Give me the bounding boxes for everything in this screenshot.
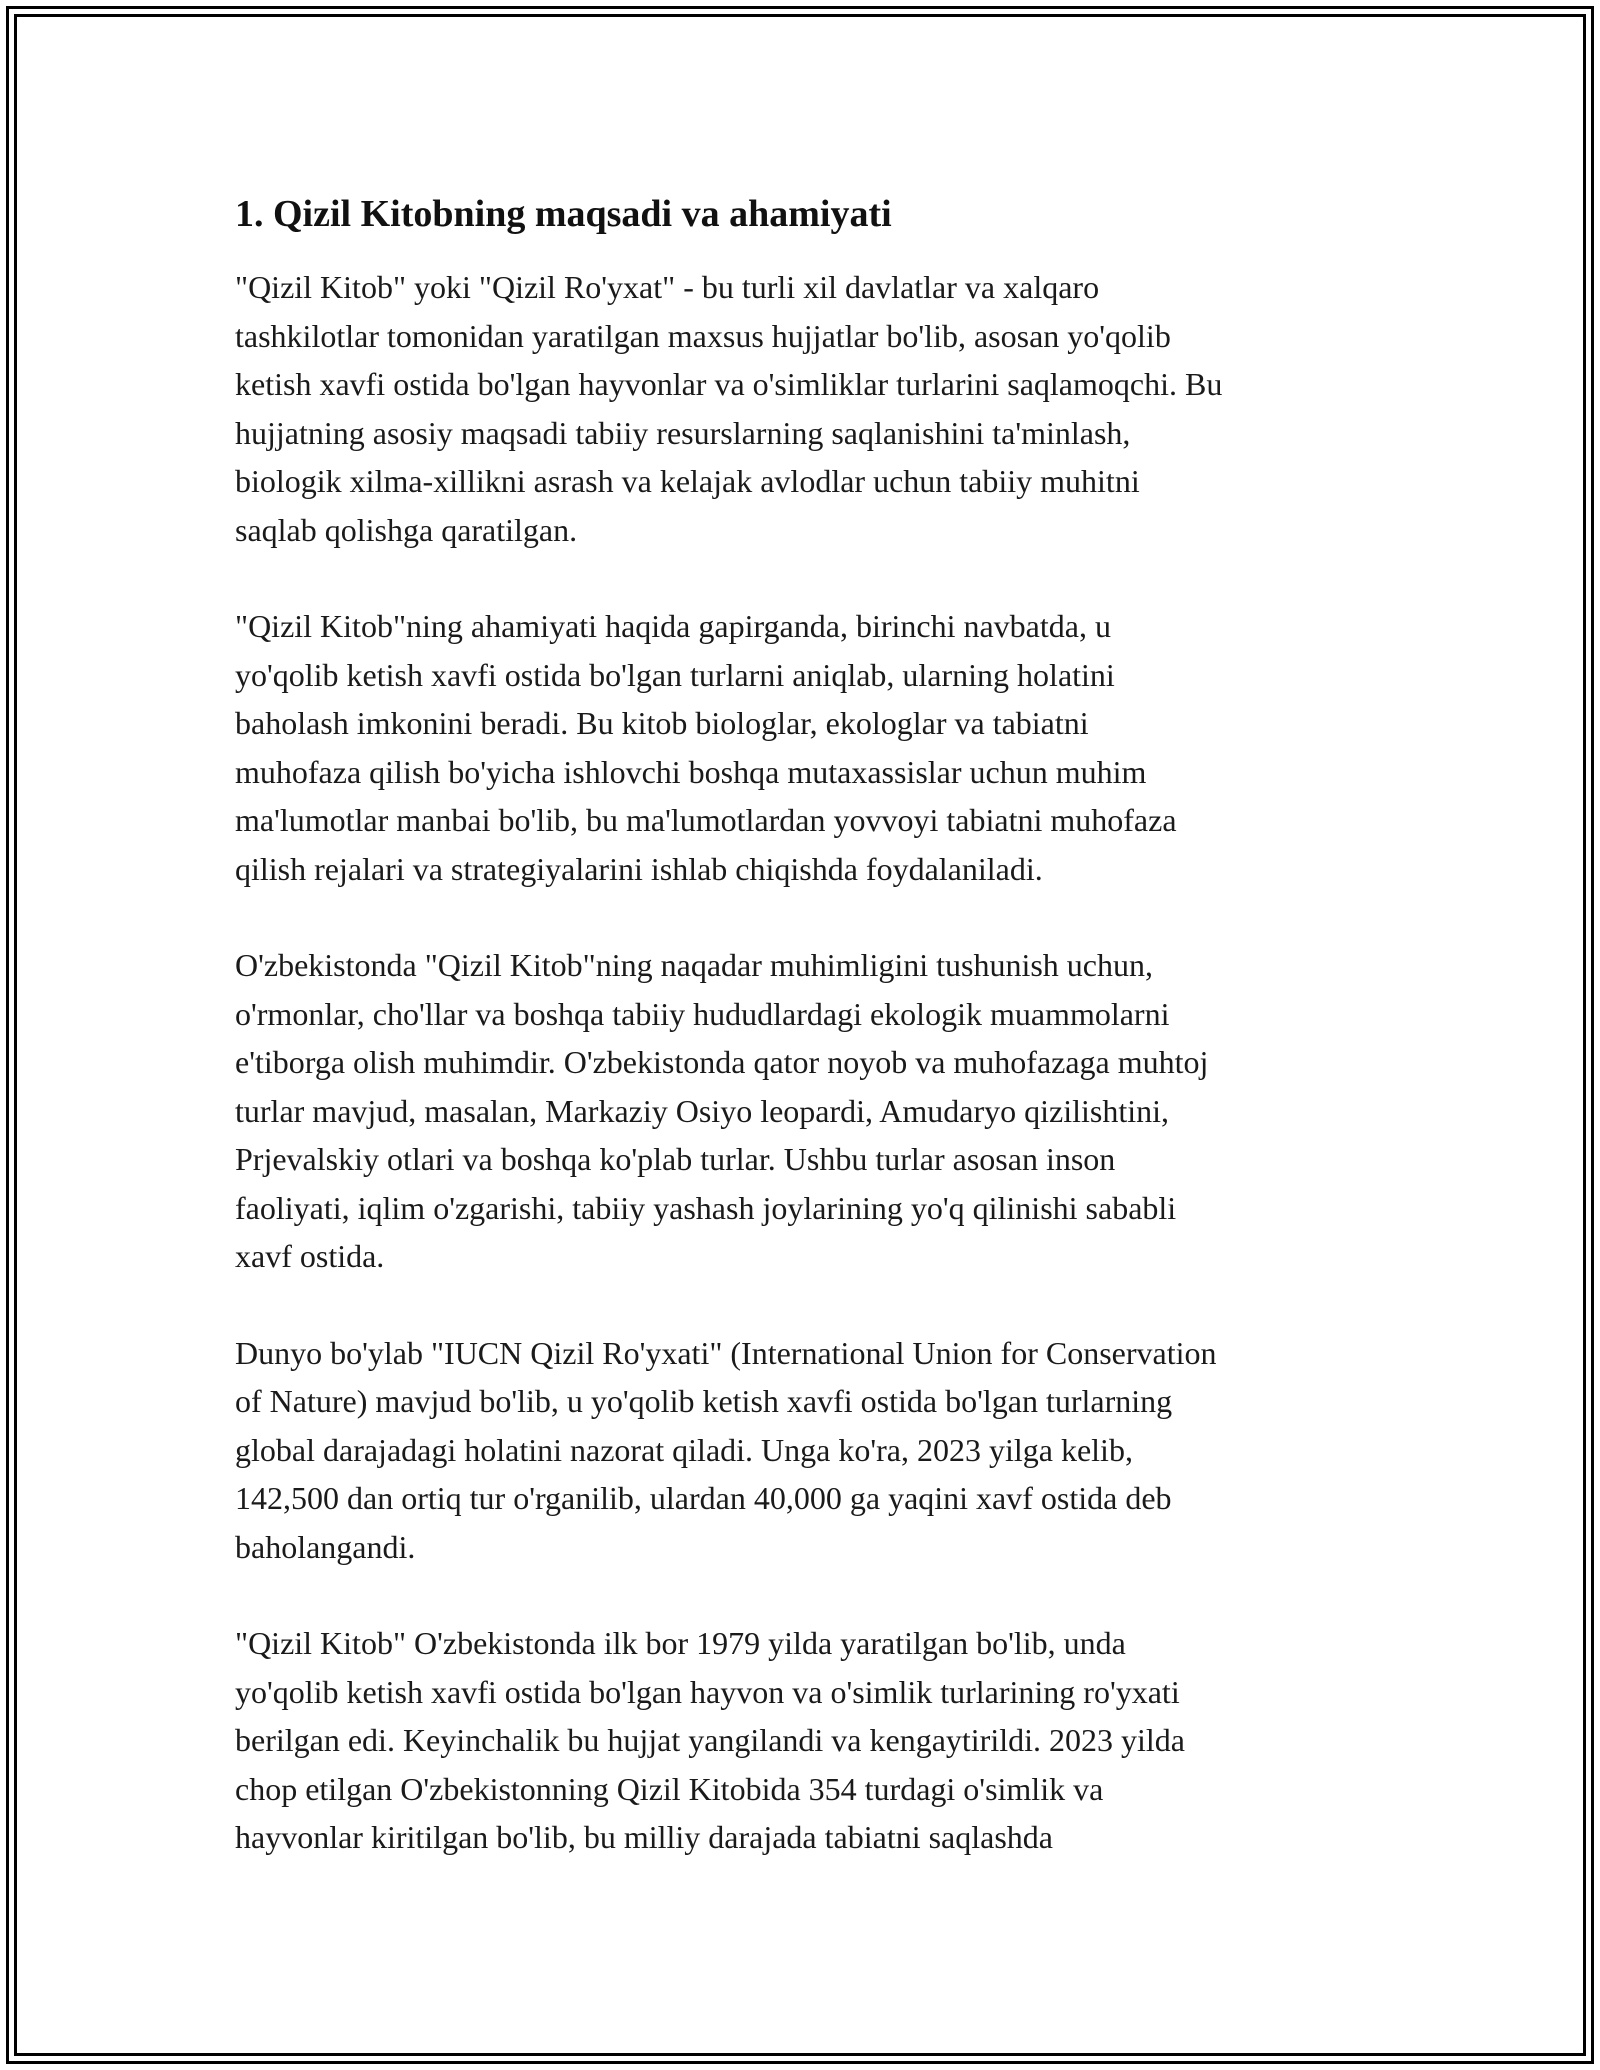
text-line: hujjatning asosiy maqsadi tabiiy resurslarning saqlanishini ta'minlash,: [235, 414, 1131, 451]
paragraph-3: [235, 941, 1385, 1281]
section-heading: 1. Qizil Kitobning maqsadi va ahamiyati: [235, 193, 892, 235]
text-line: o'rmonlar, cho'llar va boshqa tabiiy hududlardagi ekologik muammolarni: [235, 995, 1170, 1032]
text-line: tashkilotlar tomonidan yaratilgan maxsus hujjatlar bo'lib, asosan yo'qolib: [235, 317, 1171, 354]
text-line: yo'qolib ketish xavfi ostida bo'lgan turlarni aniqlab, ularning holatini: [235, 656, 1115, 693]
text-line: saqlab qolishga qaratilgan.: [235, 511, 578, 548]
paragraph-5: [235, 1619, 1385, 1862]
text-line: Dunyo bo'ylab "IUCN Qizil Ro'yxati" (International Union for Conservation: [235, 1334, 1217, 1371]
text-line: muhofaza qilish bo'yicha ishlovchi boshqa mutaxassislar uchun muhim: [235, 753, 1147, 790]
text-line: xavf ostida.: [235, 1238, 385, 1274]
text-line: faoliyati, iqlim o'zgarishi, tabiiy yashash joylarining yo'q qilinishi sababli: [235, 1189, 1177, 1226]
text-line: hayvonlar kiritilgan bo'lib, bu milliy darajada tabiatni saqlashda: [235, 1819, 1053, 1855]
text-line: O'zbekistonda "Qizil Kitob"ning naqadar muhimligini tushunish uchun,: [235, 947, 1153, 983]
text-line: biologik xilma-xillikni asrash va kelajak avlodlar uchun tabiiy muhitni: [235, 463, 1140, 499]
text-line: baholash imkonini beradi. Bu kitob biologlar, ekologlar va tabiatni: [235, 705, 1089, 741]
text-line: "Qizil Kitob"ning ahamiyati haqida gapirganda, birinchi navbatda, u: [235, 608, 1111, 644]
text-line: global darajadagi holatini nazorat qiladi. Unga ko'ra, 2023 yilga kelib,: [235, 1431, 1133, 1468]
text-line: baholangandi.: [235, 1528, 416, 1565]
text-line: e'tiborga olish muhimdir. O'zbekistonda qator noyob va muhofazaga muhtoj: [235, 1044, 1209, 1080]
text-line: 142,500 dan ortiq tur o'rganilib, ulardan 40,000 ga yaqini xavf ostida deb: [235, 1480, 1172, 1516]
text-line: "Qizil Kitob" yoki "Qizil Ro'yxat" - bu turli xil davlatlar va xalqaro: [235, 269, 1100, 305]
paragraph-1: [235, 263, 1385, 554]
text-line: chop etilgan O'zbekistonning Qizil Kitobida 354 turdagi o'simlik va: [235, 1770, 1104, 1807]
paragraph-2: [235, 602, 1385, 893]
text-line: qilish rejalari va strategiyalarini ishlab chiqishda foydalaniladi.: [235, 850, 1043, 887]
text-line: "Qizil Kitob" O'zbekistonda ilk bor 1979 yilda yaratilgan bo'lib, unda: [235, 1625, 1126, 1661]
paragraph-4: [235, 1329, 1385, 1572]
text-line: ketish xavfi ostida bo'lgan hayvonlar va o'simliklar turlarini saqlamoqchi. Bu: [235, 366, 1223, 402]
text-line: of Nature) mavjud bo'lib, u yo'qolib ketish xavfi ostida bo'lgan turlarning: [235, 1383, 1173, 1419]
text-line: berilgan edi. Keyinchalik bu hujjat yangilandi va kengaytirildi. 2023 yilda: [235, 1722, 1185, 1758]
text-line: yo'qolib ketish xavfi ostida bo'lgan hayvon va o'simlik turlarining ro'yxati: [235, 1673, 1180, 1710]
text-line: Prjevalskiy otlari va boshqa ko'plab turlar. Ushbu turlar asosan inson: [235, 1141, 1116, 1177]
text-line: turlar mavjud, masalan, Markaziy Osiyo leopardi, Amudaryo qizilishtini,: [235, 1092, 1170, 1129]
document-body: [235, 185, 1385, 1910]
text-line: ma'lumotlar manbai bo'lib, bu ma'lumotlardan yovvoyi tabiatni muhofaza: [235, 802, 1177, 838]
